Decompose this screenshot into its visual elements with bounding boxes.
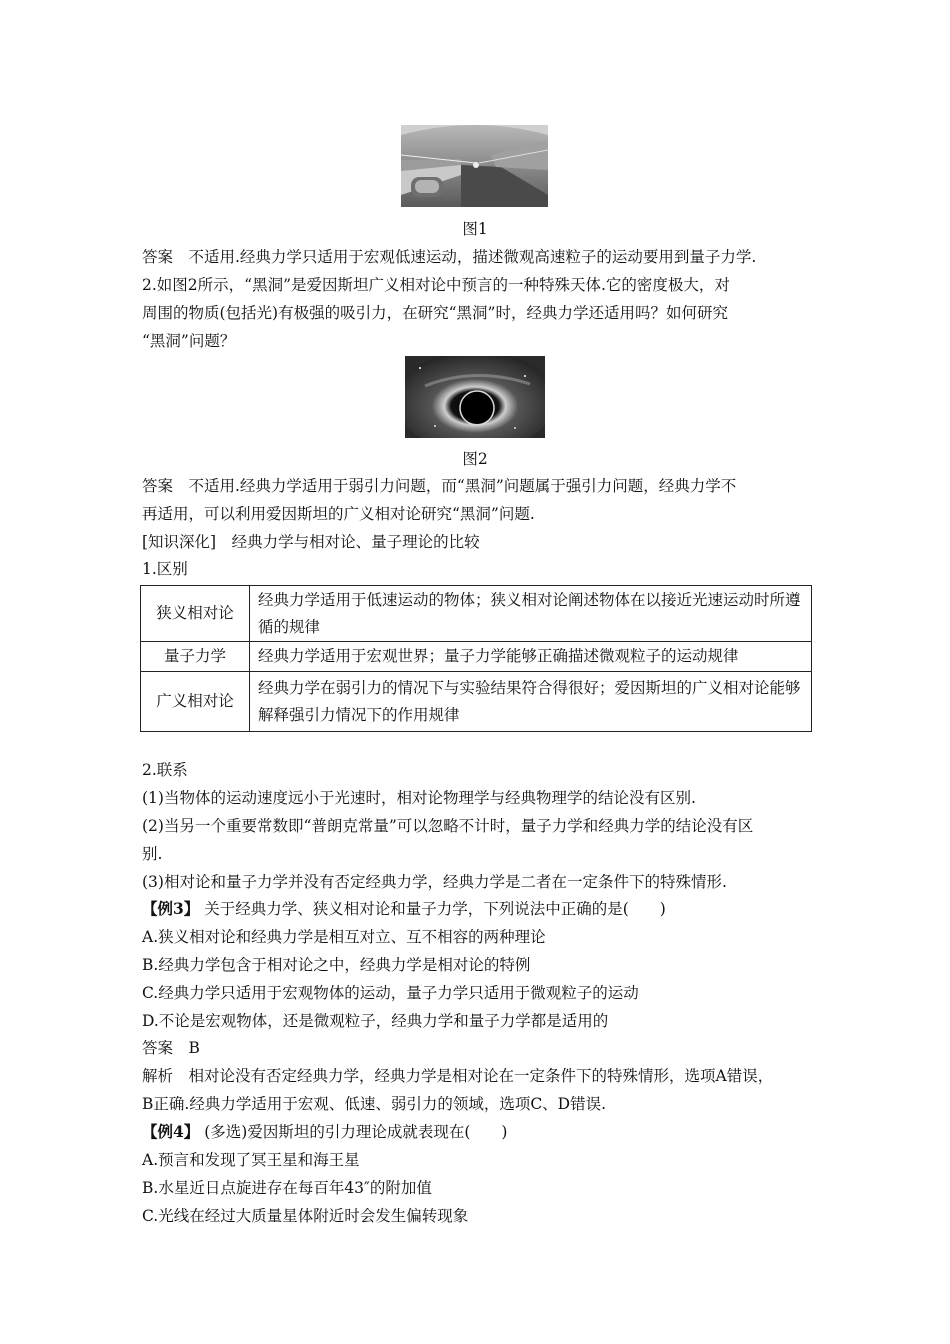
black-hole-illustration [405,356,545,438]
link-item2-line2: 别. [142,845,163,863]
figure2-caption: 图2 [462,450,488,468]
table-row [141,642,812,672]
figure1-caption: 图1 [462,220,488,238]
link-item2-line1: (2)当另一个重要常数即“普朗克常量”可以忽略不计时，量子力学和经典力学的结论没有区 [142,817,754,835]
example4-option-b: B.水星近日点旋进存在每百年43″的附加值 [142,1179,432,1197]
example3-option-d: D.不论是宏观物体，还是微观粒子，经典力学和量子力学都是适用的 [142,1012,609,1030]
example3-analysis-line2: B正确.经典力学适用于宏观、低速、弱引力的领域，选项C、D错误. [142,1095,607,1113]
example3-analysis-line1: 解析 相对论没有否定经典力学，经典力学是相对论在一定条件下的特殊情形，选项A错误， [142,1067,774,1085]
figure2-image [405,356,545,438]
comparison-table [140,585,812,732]
example4-option-c: C.光线在经过大质量星体附近时会发生偏转现象 [142,1207,469,1225]
table-row-body: 经典力学适用于宏观世界；量子力学能够正确描述微观粒子的运动规律 [250,642,812,672]
table-row-body: 经典力学在弱引力的情况下与实验结果符合得很好；爱因斯坦的广义相对论能够解释强引力情况下的作用规律 [250,672,812,732]
example3-stem-line [142,897,666,919]
example3-answer: 答案 B [142,1039,200,1057]
example3-option-c: C.经典力学只适用于宏观物体的运动，量子力学只适用于微观粒子的运动 [142,984,639,1002]
example3-stem: 关于经典力学、狭义相对论和量子力学，下列说法中正确的是( ) [204,900,666,918]
tunnel-illustration [401,125,548,207]
figure1-image [401,125,548,207]
table-row-head: 广义相对论 [141,672,250,732]
example4-stem: (多选)爱因斯坦的引力理论成就表现在( ) [204,1123,508,1141]
deepen-title: [知识深化] 经典力学与相对论、量子理论的比较 [142,533,480,551]
section2-title: 2.联系 [142,761,188,779]
q2-answer-line1: 答案 不适用.经典力学适用于弱引力问题，而“黑洞”问题属于强引力问题，经典力学不 [142,477,737,495]
link-item3: (3)相对论和量子力学并没有否定经典力学，经典力学是二者在一定条件下的特殊情形. [142,873,727,891]
example3-option-a: A.狭义相对论和经典力学是相互对立、互不相容的两种理论 [142,928,546,946]
table-row [141,672,812,732]
example3-tag: 【例3】 [142,899,200,918]
link-item1: (1)当物体的运动速度远小于光速时，相对论物理学与经典物理学的结论没有区别. [142,789,696,807]
table-row [141,586,812,642]
q2-line3: “黑洞”问题？ [142,332,236,350]
example3-option-b: B.经典力学包含于相对论之中，经典力学是相对论的特例 [142,956,531,974]
q2-line1: 2.如图2所示，“黑洞”是爱因斯坦广义相对论中预言的一种特殊天体.它的密度极大，对 [142,276,730,294]
section1-title: 1.区别 [142,560,188,578]
q1-answer: 答案 不适用.经典力学只适用于宏观低速运动，描述微观高速粒子的运动要用到量子力学. [142,248,757,266]
q2-answer-line2: 再适用，可以利用爱因斯坦的广义相对论研究“黑洞”问题. [142,505,535,523]
q2-line2: 周围的物质(包括光)有极强的吸引力，在研究“黑洞”时，经典力学还适用吗？如何研究 [142,304,728,322]
example4-stem-line [142,1120,507,1142]
example4-option-a: A.预言和发现了冥王星和海王星 [142,1151,360,1169]
example4-tag: 【例4】 [142,1122,200,1141]
table-row-body: 经典力学适用于低速运动的物体；狭义相对论阐述物体在以接近光速运动时所遵循的规律 [250,586,812,642]
table-row-head: 狭义相对论 [141,586,250,642]
table-row-head: 量子力学 [141,642,250,672]
